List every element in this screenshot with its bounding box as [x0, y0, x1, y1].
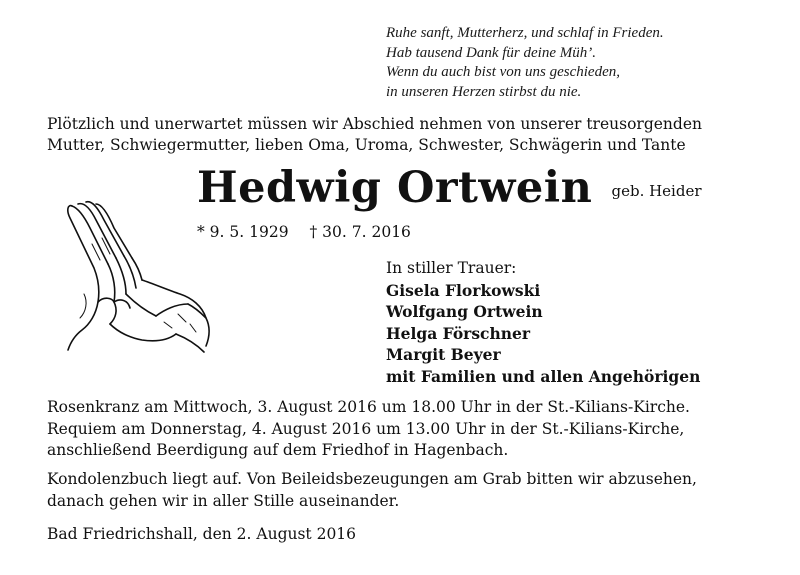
poem-line: Hab tausend Dank für deine Müh’. — [386, 44, 596, 61]
poem — [386, 24, 664, 102]
life-dates — [197, 222, 427, 242]
service-line: anschließend Beerdigung auf dem Friedhof in Hagenbach. — [47, 441, 509, 459]
service-line: Rosenkranz am Mittwoch, 3. August 2016 um 18.00 Uhr in der St.-Kilians-Kirche. — [47, 398, 690, 416]
place-and-date: Bad Friedrichshall, den 2. August 2016 — [47, 525, 357, 543]
announcement-intro — [47, 114, 702, 156]
mourners-heading: In stiller Trauer: — [386, 259, 517, 277]
poem-line: in unseren Herzen stirbst du nie. — [386, 83, 582, 100]
birth-date: * 9. 5. 1929 — [197, 223, 289, 241]
mourner-name: Helga Förschner — [386, 323, 531, 343]
condolence-line: danach gehen wir in aller Stille auseinander. — [47, 491, 400, 510]
deceased-name: Hedwig Ortwein — [197, 163, 593, 213]
mourner-families: mit Familien und allen Angehörigen — [386, 366, 701, 386]
mourner-name: Margit Beyer — [386, 345, 501, 364]
poem-line: Wenn du auch bist von uns geschieden, — [386, 64, 620, 80]
mourners-block — [386, 258, 700, 387]
intro-line: Plötzlich und unerwartet müssen wir Abschied nehmen von unserer treusorgenden — [47, 115, 702, 133]
deceased-name-row — [197, 162, 702, 214]
service-details — [47, 397, 690, 462]
poem-line: Ruhe sanft, Mutterherz, und schlaf in Frieden. — [386, 25, 664, 41]
praying-hands-icon — [64, 198, 214, 358]
maiden-name: geb. Heider — [611, 182, 702, 200]
service-line: Requiem am Donnerstag, 4. August 2016 um 13.00 Uhr in der St.-Kilians-Kirche, — [47, 419, 685, 438]
condolence-line: Kondolenzbuch liegt auf. Von Beileidsbezeugungen am Grab bitten wir abzusehen, — [47, 470, 697, 488]
death-date: † 30. 7. 2016 — [309, 223, 411, 241]
condolence-note — [47, 469, 697, 512]
mourner-name: Gisela Florkowski — [386, 280, 541, 300]
mourner-name: Wolfgang Ortwein — [386, 302, 543, 321]
intro-line: Mutter, Schwiegermutter, lieben Oma, Uroma, Schwester, Schwägerin und Tante — [47, 136, 686, 154]
